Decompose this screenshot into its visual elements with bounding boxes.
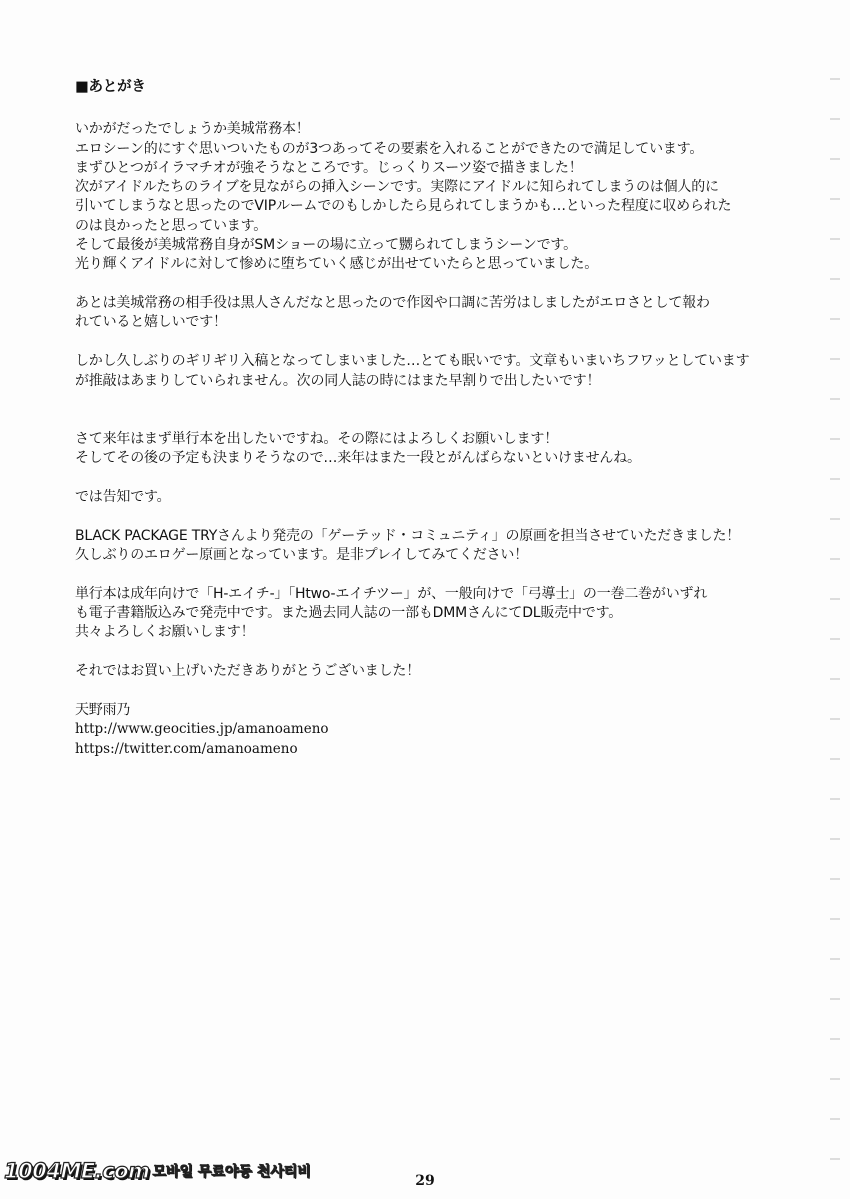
text-line: しかし久しぶりのギリギリ入稿となってしまいました…とても眠いです。文章もいまいちフワッとしています (75, 353, 750, 370)
text-line: が推敲はあまりしていられません。次の同人誌の時にはまた早割りで出したいです！ (75, 372, 601, 389)
text-line: 次がアイドルたちのライブを見ながらの挿入シーンです。実際にアイドルに知られてしまうのは個人的に (75, 179, 719, 196)
paragraph-announcement (75, 488, 775, 507)
twitter-link[interactable]: https://twitter.com/amanoameno (75, 740, 298, 757)
signature-block (75, 701, 775, 759)
text-line: いかがだったでしょうか美城常務本！ (75, 121, 310, 138)
paragraph-partner (75, 294, 775, 333)
paragraph-next-year (75, 430, 775, 469)
text-line: では告知です。 (75, 488, 171, 505)
paragraph-game (75, 527, 775, 566)
afterword-heading: ■あとがき (75, 79, 146, 95)
text-line: そしてその後の予定も決まりそうなので…来年はまた一段とがんばらないといけませんね。 (75, 450, 641, 467)
paragraph-books (75, 585, 775, 643)
text-line: 光り輝くアイドルに対して惨めに堕ちていく感じが出せていたらと思っていました。 (75, 256, 598, 273)
website-link[interactable]: http://www.geocities.jp/amanoameno (75, 721, 329, 738)
paragraph-deadline (75, 352, 775, 391)
text-line: それではお買い上げいただきありがとうございました！ (75, 663, 420, 680)
paragraph-thanks (75, 662, 775, 681)
text-line: さて来年はまず単行本を出したいですね。その際にはよろしくお願いします！ (75, 430, 558, 447)
text-line: 共々よろしくお願いします！ (75, 624, 255, 641)
text-line: も電子書籍版込みで発売中です。また過去同人誌の一部もDMMさんにてDL販売中です。 (75, 605, 623, 622)
afterword-body (75, 78, 775, 778)
page-number: 29 (415, 1173, 435, 1189)
text-line: まずひとつがイラマチオが強そうなところです。じっくりスーツ姿で描きました！ (75, 159, 583, 176)
text-line: 単行本は成年向けで「H-エイチ-」「Htwo-エイチツー」が、一般向けで「弓導士」の一巻二巻がいずれ (75, 585, 708, 602)
text-line: 引いてしまうなと思ったのでVIPルームでのもしかしたら見られてしまうかも…といった程度に収められた (75, 198, 732, 215)
author-name: 天野雨乃 (75, 702, 131, 719)
text-line: BLACK PACKAGE TRYさんより発売の「ゲーテッド・コミュニティ」の原画を担当させていただきました！ (75, 527, 741, 544)
watermark-logo: 1004ME.com (4, 1159, 150, 1183)
paragraph-intro (75, 120, 775, 274)
text-line: のは良かったと思っています。 (75, 217, 268, 234)
text-line: 久しぶりのエロゲー原画となっています。是非プレイしてみてください！ (75, 547, 529, 564)
text-line: そして最後が美城常務自身がSMショーの場に立って嬲られてしまうシーンです。 (75, 237, 577, 254)
binding-edge (830, 40, 840, 1170)
text-line: あとは美城常務の相手役は黒人さんだなと思ったので作図や口調に苦労はしましたがエロさとして報わ (75, 295, 710, 312)
text-line: れていると嬉しいです！ (75, 314, 227, 331)
text-line: エロシーン的にすぐ思いついたものが3つあってその要素を入れることができたので満足しています。 (75, 140, 704, 157)
watermark-tagline: 모바일 무료야동 천사티비 (152, 1164, 311, 1180)
